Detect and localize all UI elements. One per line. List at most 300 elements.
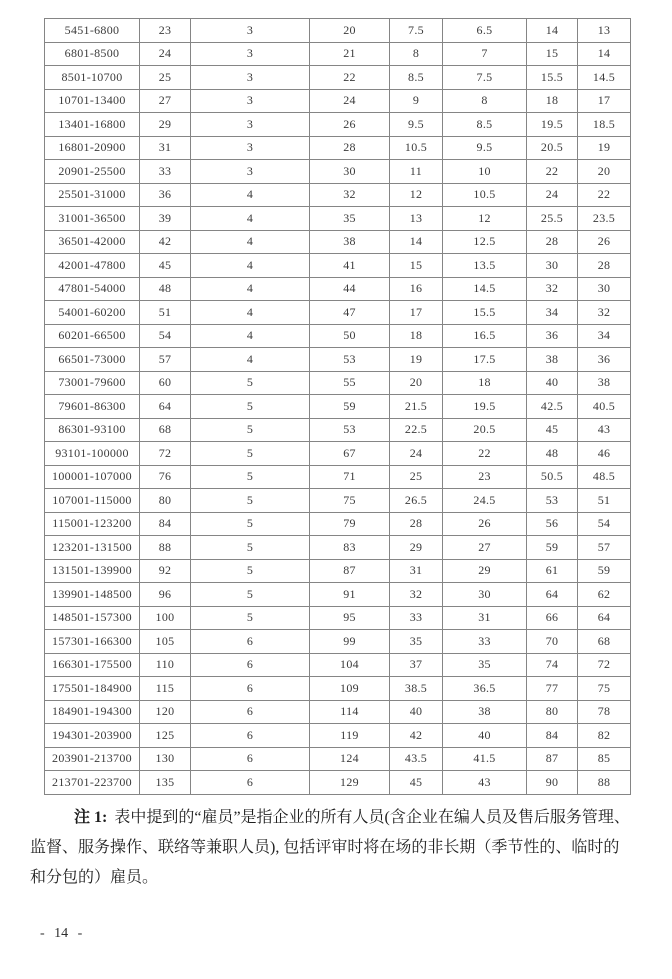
- table-cell: 148501-157300: [45, 606, 140, 630]
- table-cell: 31: [390, 559, 443, 583]
- note-line-1-text: 表中提到的“雇员”是指企业的所有人员(含企业在编人员及售后服务管理、: [114, 809, 630, 826]
- table-cell: 5: [191, 583, 310, 607]
- table-cell: 5: [191, 489, 310, 513]
- table-cell: 166301-175500: [45, 653, 140, 677]
- table-cell: 6: [191, 700, 310, 724]
- table-cell: 80: [140, 489, 191, 513]
- table-cell: 3: [191, 42, 310, 66]
- table-cell: 79: [310, 512, 390, 536]
- table-cell: 32: [310, 183, 390, 207]
- table-row: [45, 653, 631, 677]
- table-cell: 18: [443, 371, 527, 395]
- table-cell: 38: [443, 700, 527, 724]
- table-cell: 30: [578, 277, 631, 301]
- table-cell: 7.5: [443, 66, 527, 90]
- table-cell: 4: [191, 348, 310, 372]
- table-cell: 4: [191, 277, 310, 301]
- table-cell: 6: [191, 630, 310, 654]
- table-cell: 42.5: [527, 395, 578, 419]
- table-cell: 14: [390, 230, 443, 254]
- table-cell: 20901-25500: [45, 160, 140, 184]
- table-cell: 40.5: [578, 395, 631, 419]
- table-cell: 59: [578, 559, 631, 583]
- table-cell: 31: [443, 606, 527, 630]
- table-cell: 6801-8500: [45, 42, 140, 66]
- table-cell: 10701-13400: [45, 89, 140, 113]
- table-cell: 64: [527, 583, 578, 607]
- table-cell: 22.5: [390, 418, 443, 442]
- table-cell: 23: [443, 465, 527, 489]
- table-row: [45, 42, 631, 66]
- table-cell: 11: [390, 160, 443, 184]
- table-cell: 5: [191, 442, 310, 466]
- table-cell: 47801-54000: [45, 277, 140, 301]
- table-cell: 119: [310, 724, 390, 748]
- table-cell: 45: [140, 254, 191, 278]
- table-cell: 75: [578, 677, 631, 701]
- table-cell: 5451-6800: [45, 19, 140, 43]
- table-cell: 6: [191, 771, 310, 795]
- table-row: [45, 277, 631, 301]
- table-cell: 48: [527, 442, 578, 466]
- table-cell: 53: [527, 489, 578, 513]
- table-cell: 92: [140, 559, 191, 583]
- table-cell: 30: [527, 254, 578, 278]
- table-cell: 76: [140, 465, 191, 489]
- table-cell: 67: [310, 442, 390, 466]
- table-cell: 46: [578, 442, 631, 466]
- table-cell: 50: [310, 324, 390, 348]
- table-cell: 19.5: [527, 113, 578, 137]
- table-row: [45, 183, 631, 207]
- table-cell: 30: [443, 583, 527, 607]
- table-cell: 16: [390, 277, 443, 301]
- table-row: [45, 136, 631, 160]
- table-cell: 36501-42000: [45, 230, 140, 254]
- table-cell: 28: [390, 512, 443, 536]
- table-cell: 29: [390, 536, 443, 560]
- table-cell: 6: [191, 747, 310, 771]
- table-cell: 7: [443, 42, 527, 66]
- table-cell: 25501-31000: [45, 183, 140, 207]
- table-row: [45, 536, 631, 560]
- table-cell: 18: [390, 324, 443, 348]
- table-cell: 5: [191, 512, 310, 536]
- table-cell: 19: [578, 136, 631, 160]
- table-cell: 56: [527, 512, 578, 536]
- table-cell: 3: [191, 136, 310, 160]
- table-cell: 3: [191, 160, 310, 184]
- table-cell: 13.5: [443, 254, 527, 278]
- table-cell: 120: [140, 700, 191, 724]
- note-line-2: 监督、服务操作、联络等兼职人员), 包括评审时将在场的非长期（季节性的、临时的: [30, 839, 620, 856]
- table-row: [45, 771, 631, 795]
- table-cell: 54: [578, 512, 631, 536]
- table-cell: 66501-73000: [45, 348, 140, 372]
- table-cell: 41: [310, 254, 390, 278]
- table-cell: 88: [140, 536, 191, 560]
- table-cell: 3: [191, 19, 310, 43]
- note-paragraph: [30, 803, 644, 893]
- table-row: [45, 724, 631, 748]
- table-cell: 45: [390, 771, 443, 795]
- table-row: [45, 465, 631, 489]
- table-cell: 21.5: [390, 395, 443, 419]
- table-cell: 157301-166300: [45, 630, 140, 654]
- table-cell: 31: [140, 136, 191, 160]
- table-cell: 104: [310, 653, 390, 677]
- table-cell: 8: [390, 42, 443, 66]
- table-cell: 4: [191, 324, 310, 348]
- table-cell: 37: [390, 653, 443, 677]
- table-body: [45, 19, 631, 795]
- table-row: [45, 207, 631, 231]
- table-cell: 18.5: [578, 113, 631, 137]
- table-cell: 115001-123200: [45, 512, 140, 536]
- table-cell: 14.5: [578, 66, 631, 90]
- table-cell: 57: [140, 348, 191, 372]
- table-cell: 64: [578, 606, 631, 630]
- table-cell: 26: [578, 230, 631, 254]
- table-cell: 3: [191, 89, 310, 113]
- table-cell: 5: [191, 371, 310, 395]
- table-cell: 15: [390, 254, 443, 278]
- table-cell: 35: [310, 207, 390, 231]
- table-cell: 59: [527, 536, 578, 560]
- table-cell: 20.5: [527, 136, 578, 160]
- table-cell: 10: [443, 160, 527, 184]
- table-cell: 54: [140, 324, 191, 348]
- table-row: [45, 395, 631, 419]
- table-cell: 21: [310, 42, 390, 66]
- table-cell: 17.5: [443, 348, 527, 372]
- table-cell: 80: [527, 700, 578, 724]
- table-cell: 184901-194300: [45, 700, 140, 724]
- table-cell: 95: [310, 606, 390, 630]
- table-cell: 28: [310, 136, 390, 160]
- table-cell: 78: [578, 700, 631, 724]
- employee-audit-days-table: [44, 18, 631, 795]
- table-cell: 88: [578, 771, 631, 795]
- table-cell: 4: [191, 207, 310, 231]
- table-cell: 91: [310, 583, 390, 607]
- table-cell: 55: [310, 371, 390, 395]
- table-cell: 35: [390, 630, 443, 654]
- table-cell: 38: [310, 230, 390, 254]
- table-cell: 42: [140, 230, 191, 254]
- table-cell: 59: [310, 395, 390, 419]
- table-cell: 54001-60200: [45, 301, 140, 325]
- table-cell: 53: [310, 348, 390, 372]
- table-row: [45, 19, 631, 43]
- table-cell: 8.5: [443, 113, 527, 137]
- table-cell: 9: [390, 89, 443, 113]
- table-cell: 5: [191, 559, 310, 583]
- table-row: [45, 160, 631, 184]
- table-row: [45, 606, 631, 630]
- table-cell: 84: [140, 512, 191, 536]
- table-cell: 4: [191, 230, 310, 254]
- table-cell: 8501-10700: [45, 66, 140, 90]
- table-cell: 66: [527, 606, 578, 630]
- table-cell: 4: [191, 254, 310, 278]
- table-row: [45, 559, 631, 583]
- table-cell: 72: [140, 442, 191, 466]
- table-cell: 43.5: [390, 747, 443, 771]
- table-cell: 4: [191, 183, 310, 207]
- table-cell: 60201-66500: [45, 324, 140, 348]
- table-cell: 15.5: [443, 301, 527, 325]
- table-cell: 34: [578, 324, 631, 348]
- table-cell: 124: [310, 747, 390, 771]
- table-row: [45, 301, 631, 325]
- table-cell: 24: [140, 42, 191, 66]
- table-cell: 29: [443, 559, 527, 583]
- table-cell: 203901-213700: [45, 747, 140, 771]
- table-cell: 51: [578, 489, 631, 513]
- table-cell: 99: [310, 630, 390, 654]
- table-cell: 38: [527, 348, 578, 372]
- table-cell: 123201-131500: [45, 536, 140, 560]
- table-cell: 135: [140, 771, 191, 795]
- table-cell: 61: [527, 559, 578, 583]
- table-cell: 84: [527, 724, 578, 748]
- table-cell: 194301-203900: [45, 724, 140, 748]
- table-cell: 6.5: [443, 19, 527, 43]
- table-cell: 5: [191, 536, 310, 560]
- table-cell: 16.5: [443, 324, 527, 348]
- table-cell: 100: [140, 606, 191, 630]
- table-cell: 83: [310, 536, 390, 560]
- table-cell: 20.5: [443, 418, 527, 442]
- table-cell: 36: [578, 348, 631, 372]
- table-cell: 33: [140, 160, 191, 184]
- table-cell: 40: [390, 700, 443, 724]
- table-cell: 10.5: [443, 183, 527, 207]
- table-cell: 107001-115000: [45, 489, 140, 513]
- table-row: [45, 89, 631, 113]
- table-cell: 35: [443, 653, 527, 677]
- table-cell: 9.5: [390, 113, 443, 137]
- table-cell: 24: [310, 89, 390, 113]
- table-cell: 53: [310, 418, 390, 442]
- table-cell: 125: [140, 724, 191, 748]
- table-cell: 129: [310, 771, 390, 795]
- table-cell: 26.5: [390, 489, 443, 513]
- table-cell: 73001-79600: [45, 371, 140, 395]
- table-cell: 50.5: [527, 465, 578, 489]
- table-cell: 79601-86300: [45, 395, 140, 419]
- table-cell: 75: [310, 489, 390, 513]
- table-cell: 24: [390, 442, 443, 466]
- table-cell: 12.5: [443, 230, 527, 254]
- table-cell: 14: [578, 42, 631, 66]
- table-row: [45, 583, 631, 607]
- table-cell: 86301-93100: [45, 418, 140, 442]
- table-cell: 24.5: [443, 489, 527, 513]
- table-cell: 48.5: [578, 465, 631, 489]
- table-cell: 5: [191, 418, 310, 442]
- table-cell: 3: [191, 113, 310, 137]
- table-cell: 43: [443, 771, 527, 795]
- table-cell: 18: [527, 89, 578, 113]
- table-cell: 32: [578, 301, 631, 325]
- table-cell: 20: [578, 160, 631, 184]
- table-cell: 19.5: [443, 395, 527, 419]
- table-row: [45, 489, 631, 513]
- table-cell: 24: [527, 183, 578, 207]
- table-cell: 57: [578, 536, 631, 560]
- table-cell: 110: [140, 653, 191, 677]
- table-cell: 8.5: [390, 66, 443, 90]
- table-cell: 38.5: [390, 677, 443, 701]
- table-cell: 71: [310, 465, 390, 489]
- table-cell: 5: [191, 606, 310, 630]
- table-cell: 22: [443, 442, 527, 466]
- table-cell: 9.5: [443, 136, 527, 160]
- table-cell: 130: [140, 747, 191, 771]
- table-cell: 6: [191, 724, 310, 748]
- table-cell: 45: [527, 418, 578, 442]
- table-cell: 72: [578, 653, 631, 677]
- table-row: [45, 630, 631, 654]
- table-cell: 68: [578, 630, 631, 654]
- table-cell: 34: [527, 301, 578, 325]
- table-cell: 68: [140, 418, 191, 442]
- table-cell: 17: [578, 89, 631, 113]
- table-cell: 8: [443, 89, 527, 113]
- table-cell: 32: [527, 277, 578, 301]
- table-cell: 26: [310, 113, 390, 137]
- table-row: [45, 230, 631, 254]
- table-row: [45, 747, 631, 771]
- table-cell: 14: [527, 19, 578, 43]
- table-cell: 44: [310, 277, 390, 301]
- table-cell: 87: [310, 559, 390, 583]
- table-row: [45, 512, 631, 536]
- table-cell: 5: [191, 395, 310, 419]
- table-cell: 22: [310, 66, 390, 90]
- table-cell: 32: [390, 583, 443, 607]
- table-cell: 114: [310, 700, 390, 724]
- table-row: [45, 677, 631, 701]
- table-cell: 213701-223700: [45, 771, 140, 795]
- table-cell: 77: [527, 677, 578, 701]
- table-row: [45, 700, 631, 724]
- table-cell: 5: [191, 465, 310, 489]
- table-cell: 12: [390, 183, 443, 207]
- table-cell: 13: [390, 207, 443, 231]
- table-cell: 27: [140, 89, 191, 113]
- table-cell: 23.5: [578, 207, 631, 231]
- table-cell: 33: [443, 630, 527, 654]
- table-cell: 42: [390, 724, 443, 748]
- table-row: [45, 442, 631, 466]
- table-cell: 26: [443, 512, 527, 536]
- table-cell: 25: [390, 465, 443, 489]
- table-cell: 85: [578, 747, 631, 771]
- table-cell: 43: [578, 418, 631, 442]
- table-cell: 20: [390, 371, 443, 395]
- table-cell: 90: [527, 771, 578, 795]
- table-cell: 25: [140, 66, 191, 90]
- table-cell: 41.5: [443, 747, 527, 771]
- table-cell: 40: [443, 724, 527, 748]
- page-number: - 14 -: [40, 926, 83, 941]
- table-cell: 40: [527, 371, 578, 395]
- table-row: [45, 254, 631, 278]
- table-cell: 19: [390, 348, 443, 372]
- table-cell: 74: [527, 653, 578, 677]
- table-cell: 25.5: [527, 207, 578, 231]
- table-cell: 28: [578, 254, 631, 278]
- note-label: 注 1:: [74, 809, 108, 826]
- table-cell: 29: [140, 113, 191, 137]
- table-cell: 39: [140, 207, 191, 231]
- table-cell: 17: [390, 301, 443, 325]
- table-cell: 7.5: [390, 19, 443, 43]
- table-row: [45, 418, 631, 442]
- table-cell: 23: [140, 19, 191, 43]
- table-cell: 20: [310, 19, 390, 43]
- table-cell: 6: [191, 677, 310, 701]
- table-cell: 31001-36500: [45, 207, 140, 231]
- table-cell: 139901-148500: [45, 583, 140, 607]
- table-cell: 115: [140, 677, 191, 701]
- note-line-3: 和分包的）雇员。: [30, 869, 159, 886]
- table-cell: 16801-20900: [45, 136, 140, 160]
- table-cell: 105: [140, 630, 191, 654]
- table-cell: 15.5: [527, 66, 578, 90]
- table-cell: 175501-184900: [45, 677, 140, 701]
- table-cell: 93101-100000: [45, 442, 140, 466]
- table-cell: 6: [191, 653, 310, 677]
- table-cell: 36: [527, 324, 578, 348]
- table-cell: 10.5: [390, 136, 443, 160]
- table-row: [45, 348, 631, 372]
- table-cell: 60: [140, 371, 191, 395]
- table-cell: 36: [140, 183, 191, 207]
- table-cell: 14.5: [443, 277, 527, 301]
- table-cell: 13401-16800: [45, 113, 140, 137]
- note-line-1: [30, 803, 644, 833]
- table-cell: 3: [191, 66, 310, 90]
- table-cell: 70: [527, 630, 578, 654]
- table-cell: 96: [140, 583, 191, 607]
- table-row: [45, 371, 631, 395]
- table-cell: 38: [578, 371, 631, 395]
- table-cell: 87: [527, 747, 578, 771]
- table-cell: 51: [140, 301, 191, 325]
- table-cell: 30: [310, 160, 390, 184]
- table-cell: 13: [578, 19, 631, 43]
- table-cell: 4: [191, 301, 310, 325]
- table-cell: 28: [527, 230, 578, 254]
- table-cell: 12: [443, 207, 527, 231]
- table-cell: 33: [390, 606, 443, 630]
- table-cell: 22: [578, 183, 631, 207]
- table-row: [45, 324, 631, 348]
- table-cell: 62: [578, 583, 631, 607]
- table-cell: 42001-47800: [45, 254, 140, 278]
- table-row: [45, 113, 631, 137]
- table-cell: 48: [140, 277, 191, 301]
- table-row: [45, 66, 631, 90]
- table-cell: 131501-139900: [45, 559, 140, 583]
- table-cell: 27: [443, 536, 527, 560]
- table-cell: 36.5: [443, 677, 527, 701]
- table-cell: 22: [527, 160, 578, 184]
